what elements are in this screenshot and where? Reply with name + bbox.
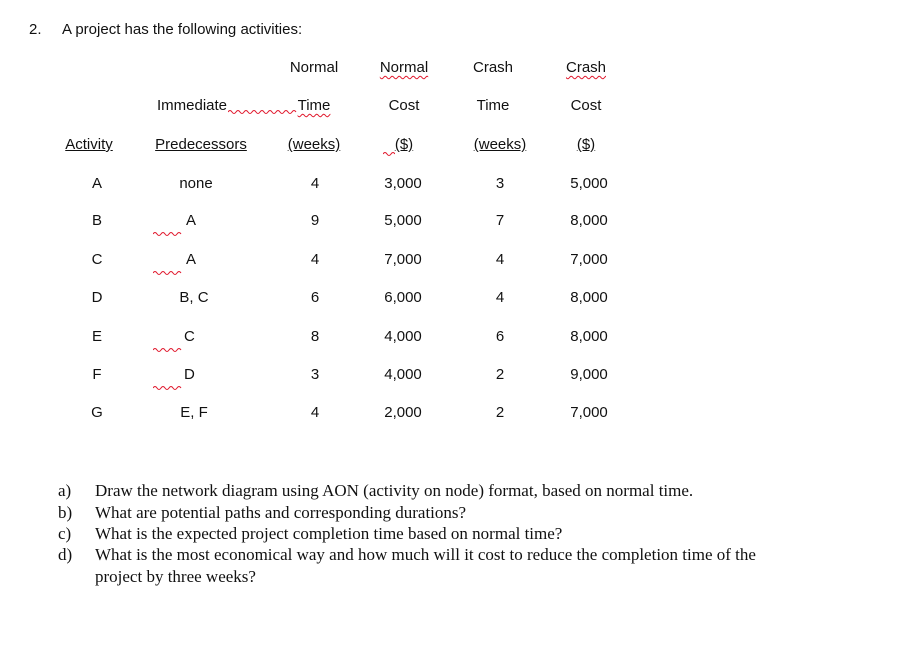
cell-crash-cost: 7,000 bbox=[570, 251, 608, 268]
cell-normal-time: 4 bbox=[310, 404, 320, 421]
cell-normal-time: 3 bbox=[310, 366, 320, 383]
question-text-continued: project by three weeks? bbox=[95, 567, 256, 586]
cell-normal-cost: 5,000 bbox=[384, 212, 422, 229]
question-text: What is the expected project completion time based on normal time? bbox=[95, 524, 563, 543]
header-normal-time-1: Normal bbox=[289, 59, 339, 76]
cell-normal-time: 6 bbox=[310, 289, 320, 306]
header-crash-cost-2: Cost bbox=[570, 97, 602, 114]
cell-crash-time: 3 bbox=[495, 175, 505, 192]
header-normal-cost-3: ($) bbox=[394, 136, 414, 153]
cell-predecessors: A bbox=[186, 251, 197, 268]
spellcheck-squiggle-icon bbox=[153, 347, 183, 353]
cell-activity: C bbox=[91, 251, 103, 268]
cell-predecessors: D bbox=[184, 366, 195, 383]
problem-intro: A project has the following activities: bbox=[62, 21, 303, 38]
header-predecessors: Predecessors bbox=[155, 136, 247, 153]
cell-activity: F bbox=[92, 366, 102, 383]
cell-crash-time: 2 bbox=[495, 366, 505, 383]
cell-normal-time: 9 bbox=[310, 212, 320, 229]
spellcheck-squiggle-icon bbox=[153, 270, 183, 276]
header-normal-time-3: (weeks) bbox=[287, 136, 341, 153]
header-crash-time-2: Time bbox=[476, 97, 510, 114]
cell-crash-time: 6 bbox=[495, 328, 505, 345]
spellcheck-squiggle-icon bbox=[228, 109, 298, 115]
header-crash-cost-3: ($) bbox=[576, 136, 596, 153]
question-label: b) bbox=[58, 503, 73, 522]
question-text: Draw the network diagram using AON (activity on node) format, based on normal time. bbox=[95, 481, 694, 500]
cell-normal-cost: 6,000 bbox=[384, 289, 422, 306]
cell-normal-cost: 4,000 bbox=[384, 366, 422, 383]
cell-normal-cost: 7,000 bbox=[384, 251, 422, 268]
header-crash-cost-1: Crash bbox=[565, 59, 607, 76]
cell-crash-time: 4 bbox=[495, 289, 505, 306]
cell-activity: B bbox=[91, 212, 103, 229]
cell-activity: E bbox=[91, 328, 103, 345]
header-immediate: Immediate bbox=[156, 97, 228, 114]
cell-activity: G bbox=[91, 404, 103, 421]
cell-predecessors: C bbox=[184, 328, 195, 345]
spellcheck-squiggle-icon bbox=[153, 385, 183, 391]
header-activity: Activity bbox=[65, 136, 113, 153]
spellcheck-squiggle-icon bbox=[383, 151, 395, 157]
cell-activity: A bbox=[91, 175, 103, 192]
header-normal-time-2: Time bbox=[297, 97, 331, 114]
cell-normal-time: 4 bbox=[310, 175, 320, 192]
question-text: What are potential paths and corresponding durations? bbox=[95, 503, 467, 522]
cell-predecessors: A bbox=[186, 212, 197, 229]
header-crash-time-3: (weeks) bbox=[473, 136, 527, 153]
cell-crash-time: 7 bbox=[495, 212, 505, 229]
cell-crash-cost: 9,000 bbox=[570, 366, 608, 383]
spellcheck-squiggle-icon bbox=[153, 231, 183, 237]
cell-activity: D bbox=[91, 289, 103, 306]
cell-predecessors: E, F bbox=[180, 404, 208, 421]
question-label: d) bbox=[58, 545, 73, 564]
cell-normal-cost: 2,000 bbox=[384, 404, 422, 421]
question-label: c) bbox=[58, 524, 72, 543]
cell-crash-time: 4 bbox=[495, 251, 505, 268]
header-normal-cost-2: Cost bbox=[388, 97, 420, 114]
cell-crash-cost: 7,000 bbox=[570, 404, 608, 421]
question-text: What is the most economical way and how much will it cost to reduce the completion time of the bbox=[95, 545, 756, 564]
cell-normal-time: 4 bbox=[310, 251, 320, 268]
cell-crash-time: 2 bbox=[495, 404, 505, 421]
cell-predecessors: none bbox=[179, 175, 213, 192]
question-label: a) bbox=[58, 481, 72, 500]
cell-crash-cost: 5,000 bbox=[570, 175, 608, 192]
cell-crash-cost: 8,000 bbox=[570, 328, 608, 345]
cell-normal-time: 8 bbox=[310, 328, 320, 345]
cell-crash-cost: 8,000 bbox=[570, 212, 608, 229]
cell-predecessors: B, C bbox=[179, 289, 209, 306]
header-crash-time-1: Crash bbox=[472, 59, 514, 76]
header-normal-cost-1: Normal bbox=[379, 59, 429, 76]
cell-normal-cost: 3,000 bbox=[384, 175, 422, 192]
cell-normal-cost: 4,000 bbox=[384, 328, 422, 345]
cell-crash-cost: 8,000 bbox=[570, 289, 608, 306]
problem-number: 2. bbox=[29, 21, 42, 38]
